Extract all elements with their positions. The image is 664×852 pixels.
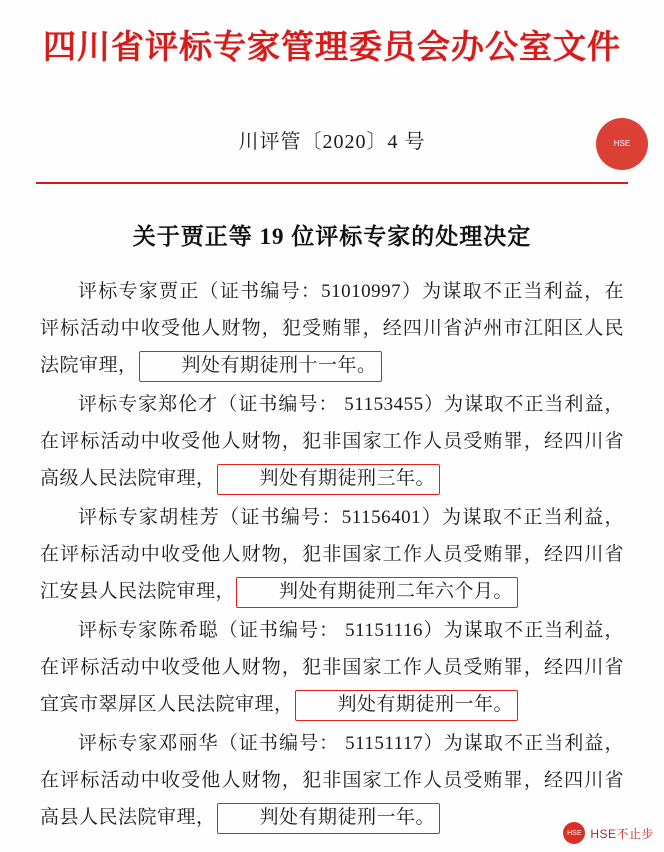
paragraph: [40, 273, 624, 384]
hse-logo-top-text: HSE: [613, 138, 631, 148]
paragraph: [40, 612, 624, 723]
red-divider: [36, 182, 628, 184]
paragraph-text: 评标专家邓丽华（证书编号： 51151117）为谋取不正当利益，在评标活动中收受他人财物，犯非国家工作人员受贿罪，经四川省高县人民法院审理，: [40, 733, 624, 829]
paragraph-text: 评标专家郑伦才（证书编号： 51153455）为谋取不正当利益，在评标活动中收受他人财物，犯非国家工作人员受贿罪，经四川省高级人民法院审理，: [40, 394, 624, 490]
document-number-row: [0, 125, 664, 154]
paragraph: [40, 725, 624, 836]
document-body: [40, 273, 624, 836]
document-title: 关于贾正等 19 位评标专家的处理决定: [132, 224, 532, 250]
hse-watermark-text: HSE不止步: [590, 826, 654, 841]
masthead-title: 四川省评标专家管理委员会办公室文件: [43, 27, 621, 66]
hse-logo-watermark-top: [596, 118, 648, 170]
sentence-highlight: 判处有期徒刑二年六个月。: [236, 577, 518, 608]
paragraph: [40, 499, 624, 610]
paragraph-text: 评标专家胡桂芳（证书编号：51156401）为谋取不正当利益，在评标活动中收受他人财物，犯非国家工作人员受贿罪，经四川省江安县人民法院审理，: [40, 507, 624, 603]
sentence-highlight: 判处有期徒刑十一年。: [139, 351, 382, 382]
paragraph-text: 评标专家陈希聪（证书编号： 51151116）为谋取不正当利益，在评标活动中收受他人财物，犯非国家工作人员受贿罪，经四川省宜宾市翠屏区人民法院审理，: [40, 620, 624, 716]
document-number: 川评管〔2020〕4 号: [238, 131, 426, 154]
hse-watermark-bottom: [563, 822, 654, 844]
sentence-highlight: 判处有期徒刑三年。: [217, 464, 441, 495]
paragraph-text: 评标专家贾正（证书编号：51010997）为谋取不正当利益，在评标活动中收受他人财物，犯受贿罪，经四川省泸州市江阳区人民法院审理，: [40, 281, 624, 377]
paragraph: [40, 386, 624, 497]
sentence-highlight: 判处有期徒刑一年。: [295, 690, 519, 721]
hse-logo-icon: HSE: [563, 822, 585, 844]
masthead: [0, 0, 664, 67]
sentence-highlight: 判处有期徒刑一年。: [217, 803, 441, 834]
